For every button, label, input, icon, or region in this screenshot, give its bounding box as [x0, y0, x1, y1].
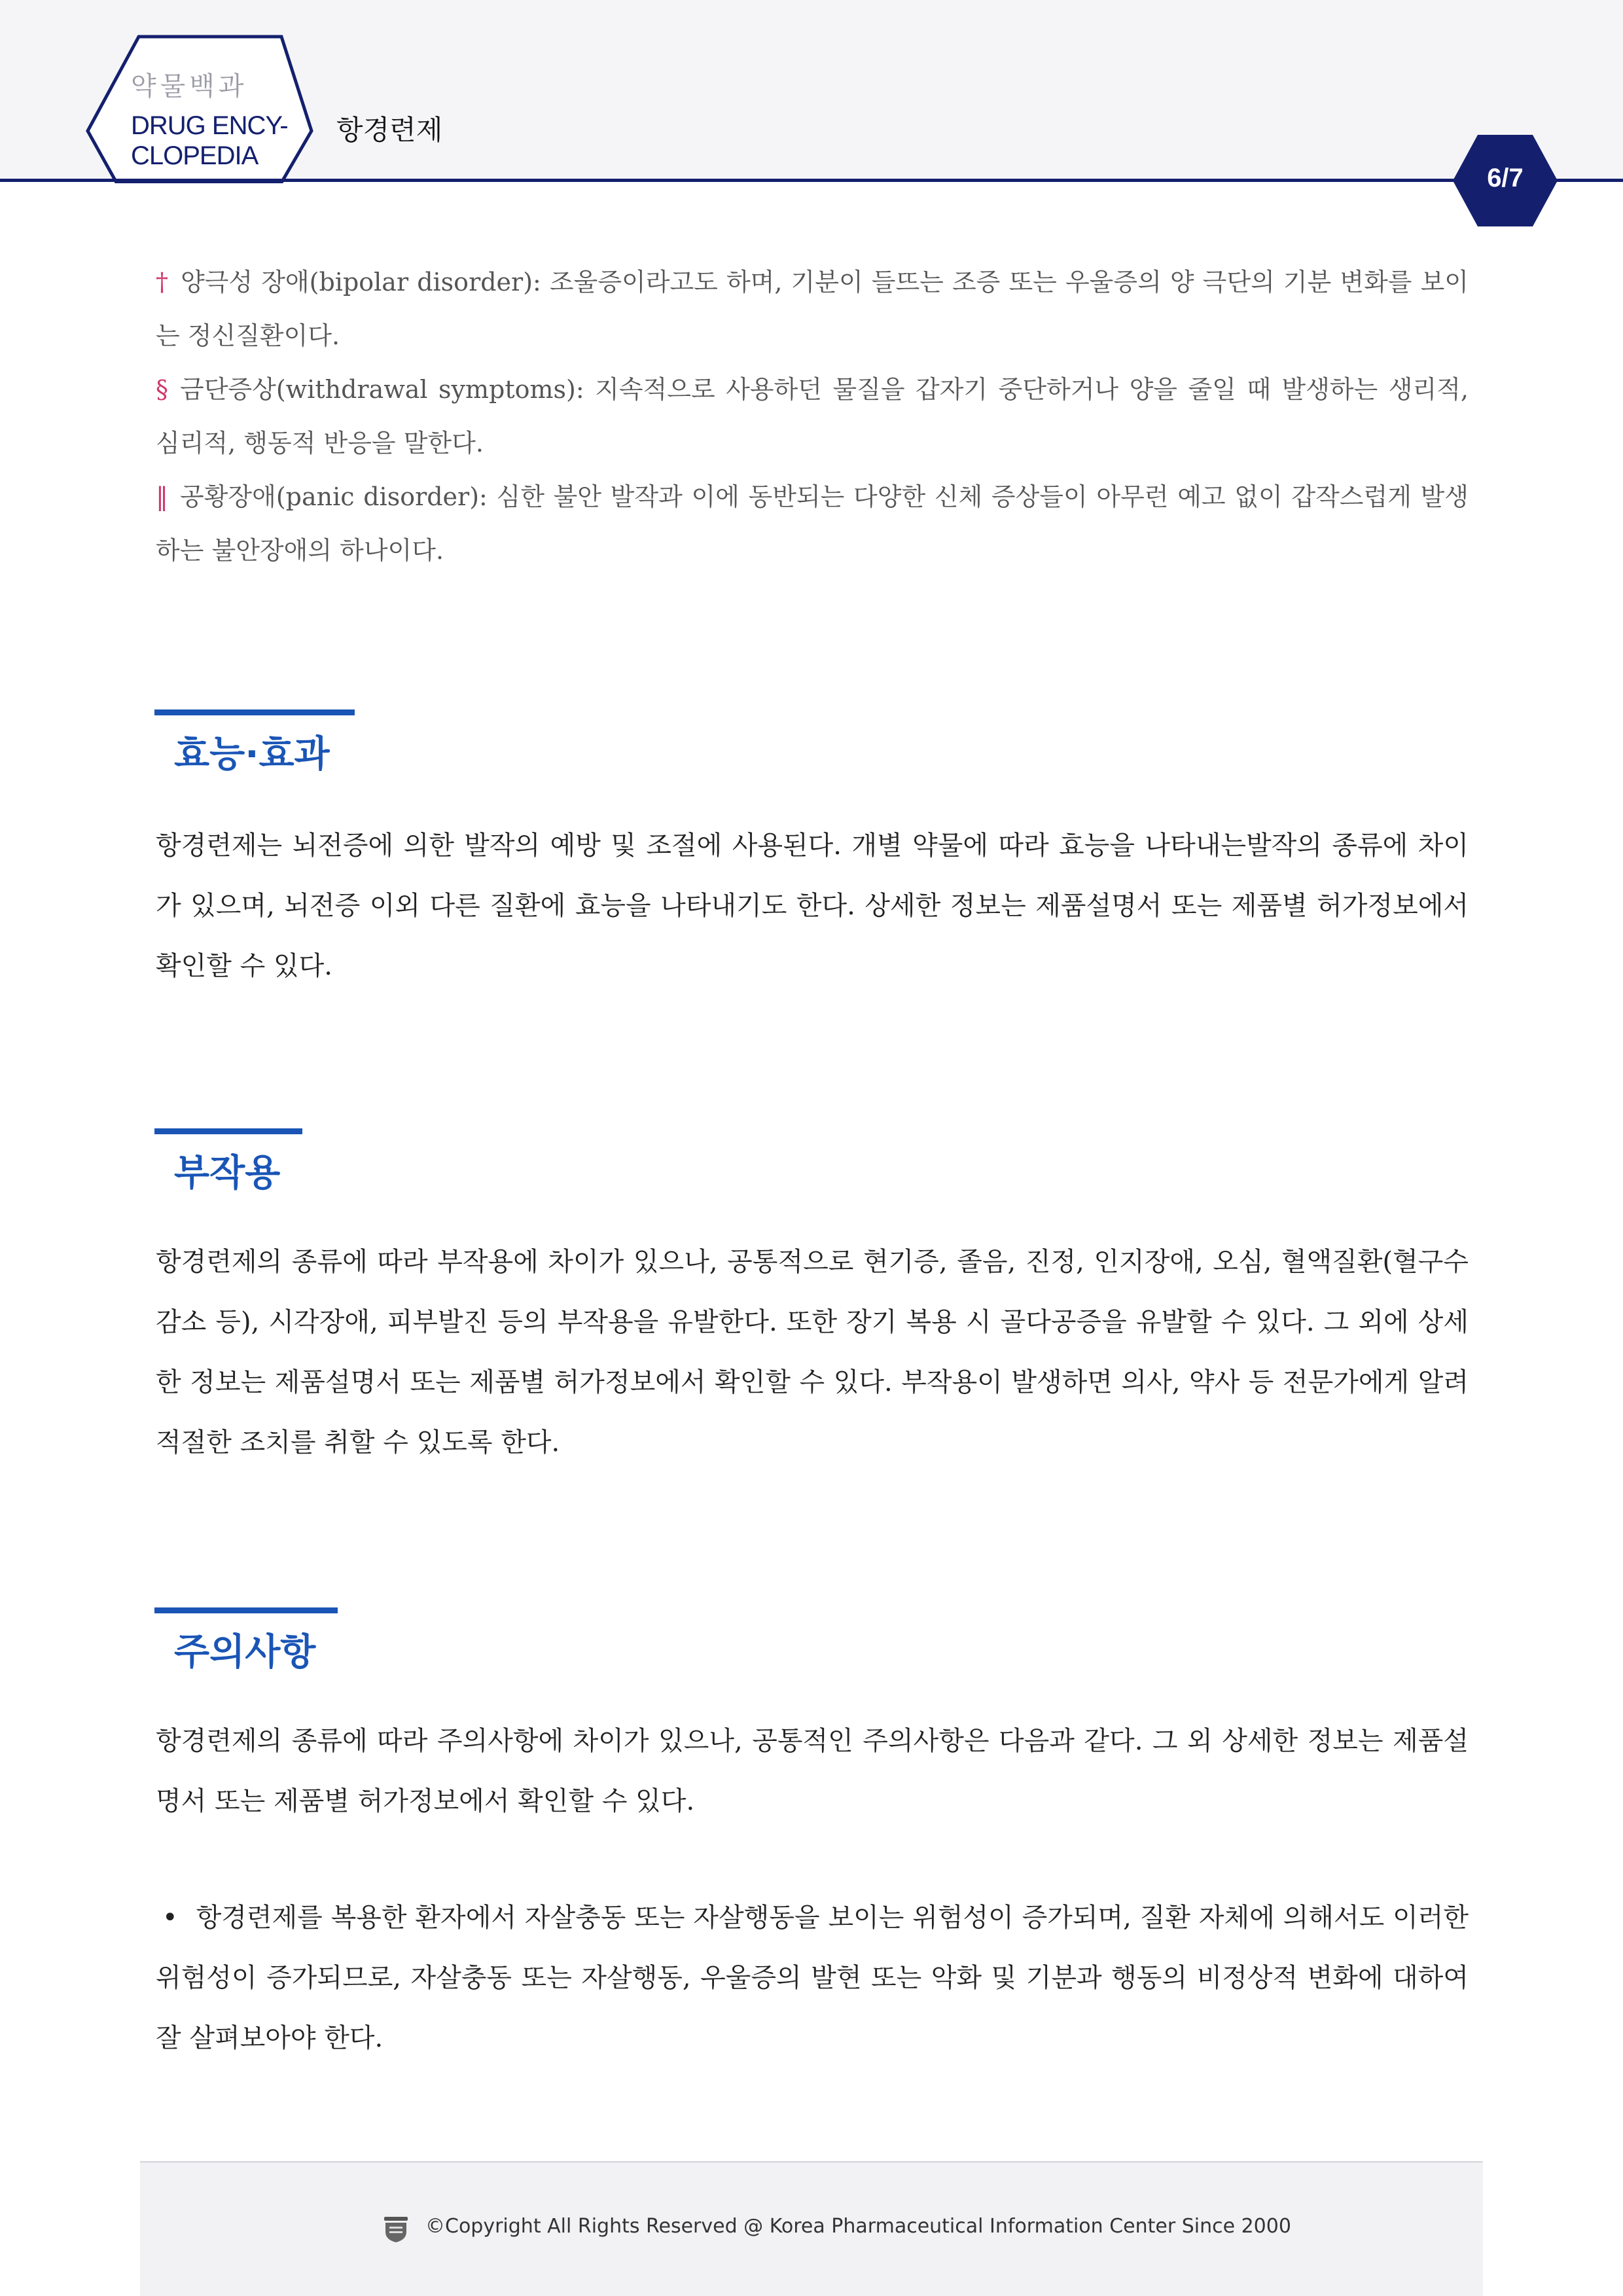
footnote-text: 공황장애(panic disorder): 심한 불안 발작과 이에 동반되는 다양한 신체 증상들이 아무런 예고 없이 갑작스럽게 발생하는 불안장애의 하나이다.: [156, 482, 1469, 565]
section-bar-precautions: [154, 1607, 338, 1613]
footnote-withdrawal: [156, 363, 1469, 470]
footnote-text: 양극성 장애(bipolar disorder): 조울증이라고도 하며, 기분이 들뜨는 조증 또는 우울증의 양 극단의 기분 변화를 보이는 정신질환이다.: [156, 268, 1469, 350]
logo-english-line2: CLOPEDIA: [131, 141, 259, 170]
section-body-efficacy: 항경련제는 뇌전증에 의한 발작의 예방 및 조절에 사용된다. 개별 약물에 따라 효능을 나타내는발작의 종류에 차이가 있으며, 뇌전증 이외 다른 질환에 효능을 나타내기도 한다. 상세한 정보는 제품설명서 또는 제품별 허가정보에서 확인할 수 있다.: [156, 831, 1469, 981]
logo-english-line1: DRUG ENCY-: [131, 111, 288, 140]
section-body-side-effects: 항경련제의 종류에 따라 부작용에 차이가 있으나, 공통적으로 현기증, 졸음, 진정, 인지장애, 오심, 혈액질환(혈구수 감소 등), 시각장애, 피부발진 등의 부작용을 유발한다. 또한 장기 복용 시 골다공증을 유발할 수 있다. 그 외에 상세한 정보는 제품설명서 또는 제품별 허가정보에서 확인할 수 있다. 부작용이 발생하면 의사, 약사 등 전문가에게 알려 적절한 조치를 취할 수 있도록 한다.: [156, 1247, 1469, 1458]
section-title-side-effects: 부작용: [174, 1152, 281, 1194]
header-title: 항경련제: [336, 114, 443, 146]
footnote-mark: ‖: [156, 482, 168, 511]
footnote-text: 금단증상(withdrawal symptoms): 지속적으로 사용하던 물질을 갑자기 중단하거나 양을 줄일 때 발생하는 생리적, 심리적, 행동적 반응을 말한다.: [156, 375, 1469, 457]
header-divider: [0, 179, 1623, 182]
bullet-mark: •: [162, 1903, 178, 1933]
section-body-precautions: 항경련제의 종류에 따라 주의사항에 차이가 있으나, 공통적인 주의사항은 다음과 같다. 그 외 상세한 정보는 제품설명서 또는 제품별 허가정보에서 확인할 수 있다.: [156, 1726, 1469, 1816]
footer-copyright: ©Copyright All Rights Reserved @ Korea Pharmaceutical Information Center Since 2000: [425, 2215, 1291, 2238]
section-bar-efficacy: [154, 709, 355, 715]
section-title-precautions: 주의사항: [174, 1631, 316, 1674]
kpic-emblem-icon: [382, 2215, 410, 2244]
page-indicator: 6/7: [1487, 164, 1524, 192]
footnote-mark: †: [156, 268, 169, 296]
footnote-panic: [156, 470, 1469, 577]
list-item: [156, 1888, 1469, 2068]
bullet-text: 항경련제를 복용한 환자에서 자살충동 또는 자살행동을 보이는 위험성이 증가되며, 질환 자체에 의해서도 이러한 위험성이 증가되므로, 자살충동 또는 자살행동, 우울증의 발현 또는 악화 및 기분과 행동의 비정상적 변화에 대하여 잘 살펴보아야 한다.: [156, 1903, 1469, 2053]
footnote-bipolar: [156, 255, 1469, 363]
footnote-mark: §: [156, 375, 168, 404]
logo-korean-text: 약물백과: [131, 71, 248, 101]
section-bar-side-effects: [154, 1128, 302, 1134]
section-title-efficacy: 효능·효과: [174, 733, 330, 776]
